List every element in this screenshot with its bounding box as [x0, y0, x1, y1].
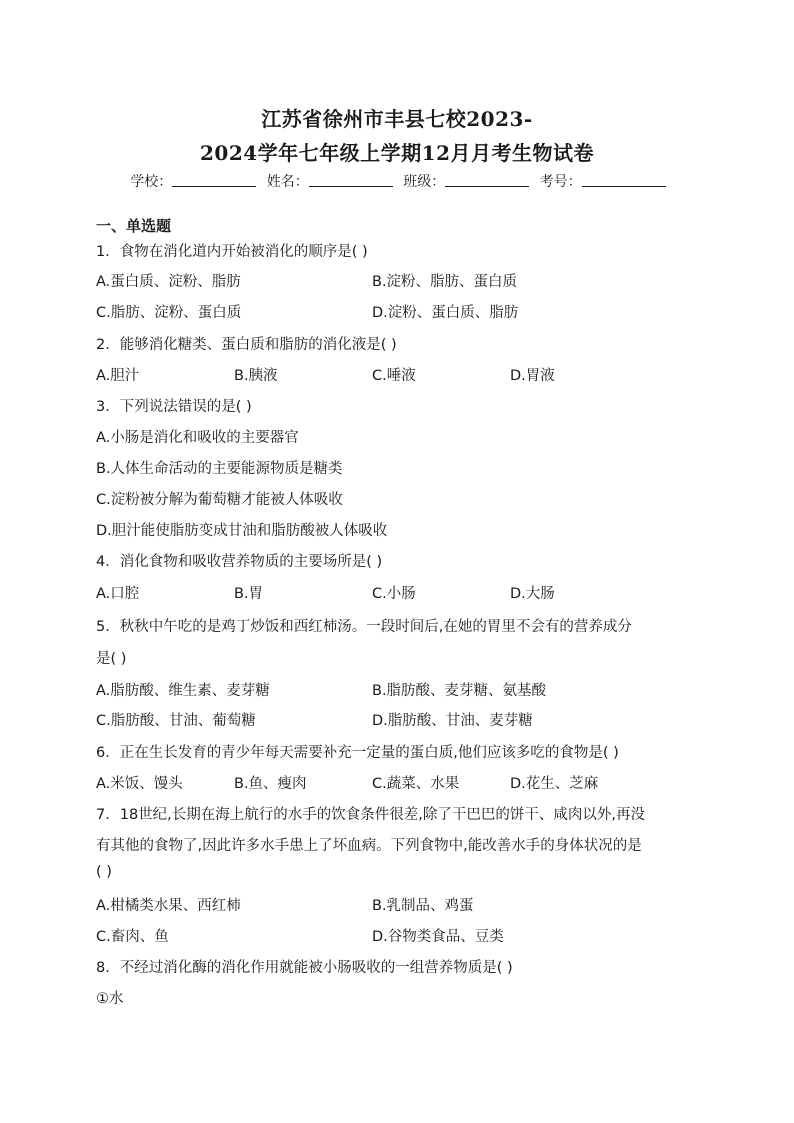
exam-number-label: 考号： — [539, 174, 582, 190]
q1-option-b: B.淀粉、脂肪、蛋白质 — [372, 274, 518, 290]
class-label: 班级： — [403, 174, 446, 190]
q3-option-a: A.小肠是消化和吸收的主要器官 — [96, 430, 299, 446]
school-blank[interactable] — [172, 174, 256, 187]
q3-option-d: D.胆汁能使脂肪变成甘油和脂肪酸被人体吸收 — [96, 523, 388, 539]
q1-option-d: D.淀粉、蛋白质、脂肪 — [372, 305, 519, 321]
section-heading: 一、单选题 — [96, 217, 172, 235]
q7-option-d: D.谷物类食品、豆类 — [372, 929, 504, 945]
q8-item-1: ①水 — [96, 991, 124, 1007]
q6-option-d: D.花生、芝麻 — [510, 776, 599, 792]
q6-option-a: A.米饭、馒头 — [96, 776, 183, 792]
q2-option-d: D.胃液 — [510, 368, 555, 384]
class-blank[interactable] — [445, 174, 529, 187]
q3-option-c: C.淀粉被分解为葡萄糖才能被人体吸收 — [96, 492, 343, 508]
q5-option-d: D.脂肪酸、甘油、麦芽糖 — [372, 713, 533, 729]
name-blank[interactable] — [309, 174, 393, 187]
question-8-stem: 8．不经过消化酶的消化作用就能被小肠吸收的一组营养物质是( ) — [96, 960, 513, 976]
exam-number-blank[interactable] — [582, 174, 666, 187]
q4-option-d: D.大肠 — [510, 586, 555, 602]
q5-option-c: C.脂肪酸、甘油、葡萄糖 — [96, 713, 256, 729]
q6-option-c: C.蔬菜、水果 — [372, 776, 460, 792]
q5-option-b: B.脂肪酸、麦芽糖、氨基酸 — [372, 683, 547, 699]
q7-option-c: C.畜肉、鱼 — [96, 929, 169, 945]
q6-option-b: B.鱼、瘦肉 — [234, 776, 307, 792]
question-3-stem: 3．下列说法错误的是( ) — [96, 399, 252, 415]
q3-option-b: B.人体生命活动的主要能源物质是糖类 — [96, 461, 343, 477]
question-4-stem: 4．消化食物和吸收营养物质的主要场所是( ) — [96, 554, 383, 570]
school-label: 学校： — [130, 174, 173, 190]
name-label: 姓名： — [266, 174, 309, 190]
question-5-stem-line1: 5．秋秋中午吃的是鸡丁炒饭和西红柿汤。一段时间后,在她的胃里不会有的营养成分 — [96, 619, 632, 635]
q4-option-b: B.胃 — [234, 586, 264, 602]
exam-title-line2: 2024学年七年级上学期12月月考生物试卷 — [200, 141, 594, 165]
q2-option-c: C.唾液 — [372, 368, 416, 384]
student-info-row — [0, 171, 794, 191]
q1-option-c: C.脂肪、淀粉、蛋白质 — [96, 305, 242, 321]
question-7-stem-line1: 7．18世纪,长期在海上航行的水手的饮食条件很差,除了干巴巴的饼干、咸肉以外,再没 — [96, 807, 646, 823]
question-6-stem: 6．正在生长发育的青少年每天需要补充一定量的蛋白质,他们应该多吃的食物是( ) — [96, 745, 619, 761]
question-7-stem-line2: 有其他的食物了,因此许多水手患上了坏血病。下列食物中,能改善水手的身体状况的是 — [96, 838, 642, 854]
question-2-stem: 2．能够消化糖类、蛋白质和脂肪的消化液是( ) — [96, 337, 397, 353]
q1-option-a: A.蛋白质、淀粉、脂肪 — [96, 274, 241, 290]
question-1-stem: 1．食物在消化道内开始被消化的顺序是( ) — [96, 244, 368, 260]
question-5-stem-line2: 是( ) — [96, 651, 127, 667]
q2-option-a: A.胆汁 — [96, 368, 140, 384]
q5-option-a: A.脂肪酸、维生素、麦芽糖 — [96, 683, 270, 699]
q4-option-c: C.小肠 — [372, 586, 416, 602]
q2-option-b: B.胰液 — [234, 368, 278, 384]
q4-option-a: A.口腔 — [96, 586, 140, 602]
q7-option-b: B.乳制品、鸡蛋 — [372, 898, 474, 914]
q7-option-a: A.柑橘类水果、西红柿 — [96, 898, 241, 914]
question-7-stem-line3: ( ) — [96, 864, 112, 880]
exam-title-line1: 江苏省徐州市丰县七校2023- — [261, 107, 533, 131]
